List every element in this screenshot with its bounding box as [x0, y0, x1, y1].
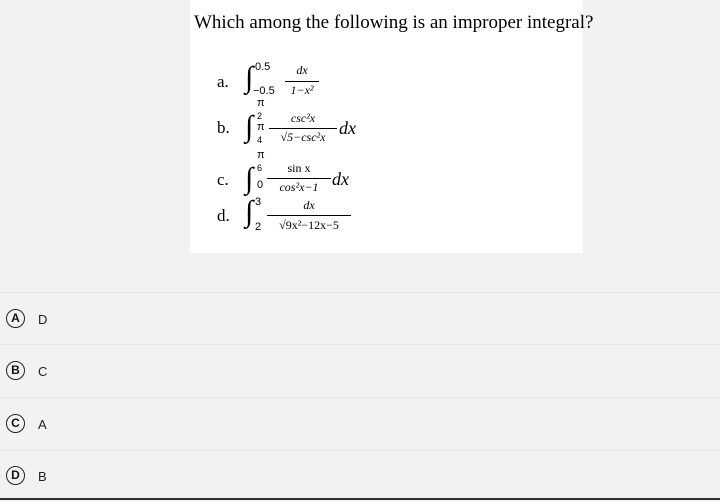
divider [0, 450, 720, 451]
differential: dx [339, 118, 356, 138]
question-panel [190, 0, 594, 253]
upper-limit-numerator: π [257, 149, 265, 161]
lower-limit-denominator: 4 [257, 135, 263, 145]
option-c-letter: c. [217, 170, 229, 189]
answer-option-b[interactable] [0, 346, 720, 392]
numerator: dx [303, 198, 315, 212]
answer-option-a[interactable] [0, 294, 720, 340]
numerator: sin x [287, 161, 311, 175]
fraction-bar [267, 178, 331, 179]
option-b-letter: b. [217, 118, 230, 137]
divider [0, 344, 720, 345]
lower-limit: −0.5 [253, 85, 275, 97]
integral-sign: ∫ [245, 195, 254, 228]
numerator: csc²x [290, 111, 316, 125]
option-a-letter: a. [217, 72, 229, 91]
divider [0, 292, 720, 293]
answer-label[interactable]: C [38, 364, 48, 379]
answer-badge[interactable]: D [6, 466, 25, 485]
integral-sign: ∫ [245, 61, 254, 94]
lower-limit: 0 [257, 179, 264, 191]
answer-option-c[interactable] [0, 399, 720, 445]
answer-badge[interactable]: A [6, 309, 25, 328]
denominator: √5−csc²x [280, 130, 326, 144]
numerator: dx [296, 63, 308, 77]
answer-option-d[interactable] [0, 452, 720, 498]
divider [0, 397, 720, 398]
differential: dx [332, 169, 349, 189]
fraction-bar [285, 81, 319, 82]
upper-limit-numerator: π [257, 97, 265, 109]
upper-limit-denominator: 6 [257, 163, 263, 173]
denominator: √9x²−12x−5 [279, 218, 339, 232]
upper-limit: 3 [255, 196, 262, 208]
bottom-border [0, 498, 720, 500]
fraction-bar [267, 215, 351, 216]
upper-limit: 0.5 [255, 61, 271, 73]
integral-sign: ∫ [245, 162, 254, 195]
integral-sign: ∫ [245, 110, 254, 143]
denominator: cos²x−1 [279, 180, 319, 194]
answer-label[interactable]: D [38, 312, 48, 327]
answer-badge[interactable]: C [6, 414, 25, 433]
option-d-letter: d. [217, 206, 230, 225]
lower-limit-numerator: π [257, 121, 265, 133]
answer-label[interactable]: A [38, 417, 47, 432]
upper-limit-denominator: 2 [257, 111, 263, 121]
fraction-bar [269, 128, 337, 129]
lower-limit: 2 [255, 221, 262, 233]
question-text: Which among the following is an improper integral? [194, 12, 594, 33]
answer-label[interactable]: B [38, 469, 47, 484]
denominator: 1−x² [290, 83, 314, 97]
answer-badge[interactable]: B [6, 361, 25, 380]
